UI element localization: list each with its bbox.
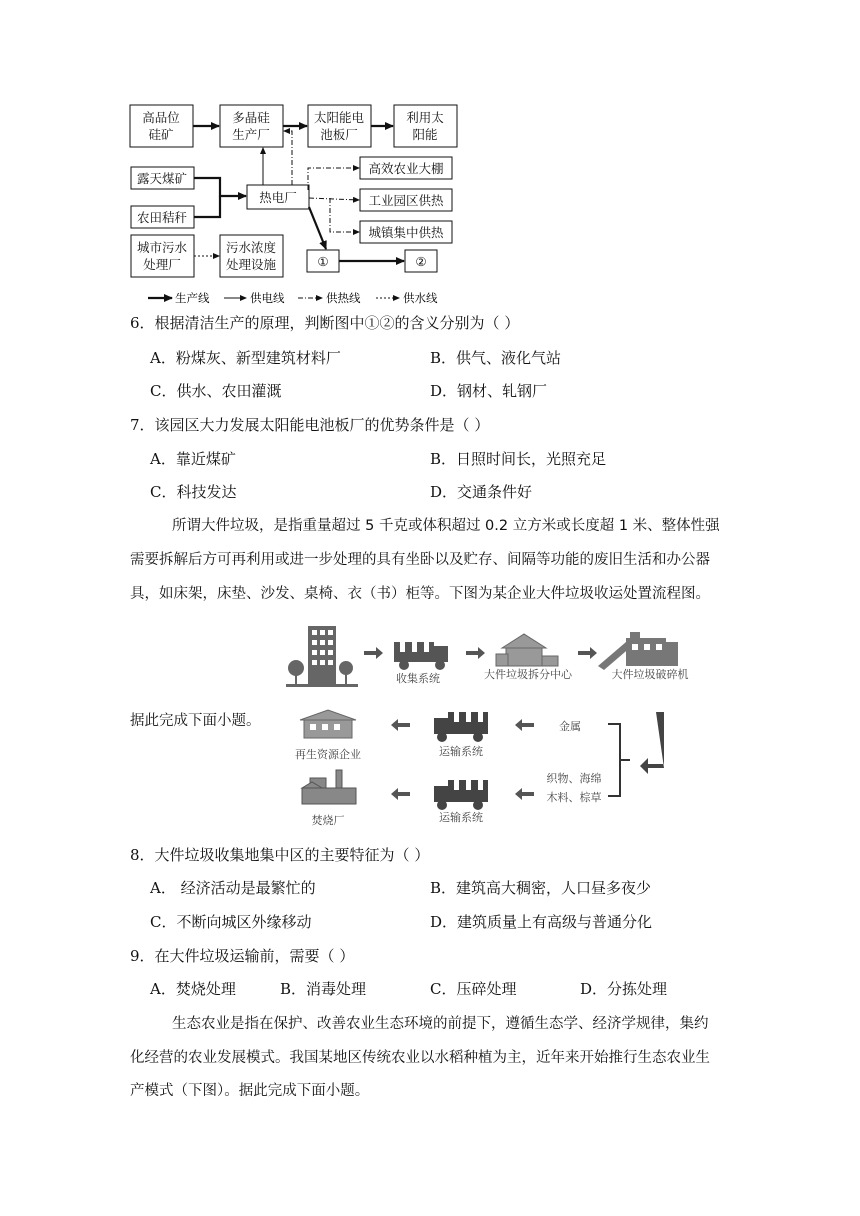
question-8-option-b[interactable]: B．建筑高大稠密，人口昼多夜少: [430, 879, 652, 897]
label-crusher: 大件垃圾破碎机: [611, 668, 689, 681]
label-fabric-sponge: 织物、海绵: [546, 772, 602, 785]
passage-1-line-1: 所谓大件垃圾，是指重量超过 5 千克或体积超过 0.2 立方米或长度超 1 米、整体性强: [172, 518, 720, 534]
legend-production: 生产线: [175, 291, 210, 305]
question-8-stem: 8．大件垃圾收集地集中区的主要特征为（ ）: [130, 846, 430, 864]
box-unknown-2: ②: [415, 254, 427, 269]
recycle-enterprise-icon: [300, 710, 356, 738]
incinerator-icon: [302, 770, 356, 804]
box-silicon-mine-l2: 硅矿: [148, 127, 174, 142]
box-coal-mine: 露天煤矿: [136, 171, 188, 186]
passage-2-line-3: 产模式（下图）。据此完成下面小题。: [130, 1083, 370, 1099]
legend-water: 供水线: [403, 291, 438, 305]
question-6-option-b[interactable]: B．供气、液化气站: [430, 349, 562, 367]
box-greenhouse: 高效农业大棚: [368, 161, 444, 176]
question-9-option-d[interactable]: D．分拣处理: [580, 980, 668, 998]
box-sewage-facility-l2: 处理设施: [225, 257, 277, 272]
label-wood-palm: 木料、棕草: [546, 791, 602, 804]
question-7-stem: 7．该园区大力发展太阳能电池板厂的优势条件是（ ）: [130, 416, 490, 434]
collection-truck-icon: [394, 642, 448, 670]
box-straw: 农田秸秆: [136, 210, 188, 225]
label-incinerator: 焚烧厂: [311, 814, 345, 827]
label-dismantle-center: 大件垃圾拆分中心: [484, 668, 572, 681]
legend-heating: 供热线: [326, 291, 361, 305]
crusher-machine-icon: [598, 632, 678, 670]
transport-truck-icon-1: [434, 712, 488, 742]
box-solar-panel-l2: 池板厂: [320, 127, 358, 142]
label-transport-2: 运输系统: [439, 811, 483, 824]
question-9-stem: 9．在大件垃圾运输前，需要（ ）: [130, 947, 355, 965]
box-solar-panel-l1: 太阳能电: [313, 110, 365, 125]
question-9-option-c[interactable]: C．压碎处理: [430, 980, 517, 998]
box-silicon-mine-l1: 高品位: [142, 110, 180, 125]
question-8-option-c[interactable]: C．不断向城区外缘移动: [150, 913, 312, 931]
question-8-option-a[interactable]: A． 经济活动是最繁忙的: [150, 879, 316, 897]
passage-1-line-4: 据此完成下面小题。: [130, 713, 261, 729]
question-7-option-a[interactable]: A．靠近煤矿: [150, 450, 236, 468]
box-unknown-1: ①: [317, 254, 329, 269]
box-sewage-facility-l1: 污水浓度: [225, 240, 277, 255]
box-industrial-heat: 工业园区供热: [368, 193, 444, 208]
diagram-legend: [148, 291, 438, 305]
box-polysilicon-l2: 生产厂: [232, 127, 270, 142]
question-6-option-a[interactable]: A．粉煤灰、新型建筑材料厂: [150, 349, 341, 367]
passage-1-line-3: 具，如床架，床垫、沙发、桌椅、衣（书）柜等。下图为某企业大件垃圾收运处置流程图。: [130, 586, 710, 602]
residential-building-icon: [286, 626, 358, 687]
box-use-solar-l2: 阳能: [412, 127, 438, 142]
industrial-park-flow-diagram: [120, 95, 465, 310]
passage-1-line-2: 需要拆解后方可再利用或进一步处理的具有坐卧以及贮存、间隔等功能的废旧生活和办公器: [130, 552, 710, 568]
bulky-waste-flow-diagram: [280, 620, 700, 830]
question-8-option-d[interactable]: D．建筑质量上有高级与普通分化: [430, 913, 653, 931]
label-metal: 金属: [559, 720, 581, 733]
question-9-option-b[interactable]: B．消毒处理: [280, 980, 367, 998]
question-7-option-d[interactable]: D．交通条件好: [430, 483, 533, 501]
box-use-solar-l1: 利用太: [406, 110, 444, 125]
passage-2-line-1: 生态农业是指在保护、改善农业生态环境的前提下，遵循生态学、经济学规律，集约: [172, 1016, 709, 1032]
legend-power: 供电线: [250, 291, 285, 305]
box-polysilicon-l1: 多晶硅: [232, 110, 270, 125]
box-sewage-plant-l1: 城市污水: [136, 240, 188, 255]
question-6-option-c[interactable]: C．供水、农田灌溉: [150, 382, 282, 400]
question-6-stem: 6．根据清洁生产的原理，判断图中①②的含义分别为（ ）: [130, 314, 520, 332]
question-9-option-a[interactable]: A．焚烧处理: [150, 980, 236, 998]
question-6-option-d[interactable]: D．钢材、轧钢厂: [430, 382, 548, 400]
passage-2-line-2: 化经营的农业发展模式。我国某地区传统农业以水稻种植为主，近年来开始推行生态农业生: [130, 1050, 710, 1066]
label-collection: 收集系统: [396, 672, 440, 685]
box-town-heat: 城镇集中供热: [368, 225, 444, 240]
label-transport-1: 运输系统: [439, 745, 483, 758]
dismantle-center-icon: [496, 634, 558, 666]
box-power-plant: 热电厂: [259, 190, 297, 205]
question-7-option-c[interactable]: C．科技发达: [150, 483, 237, 501]
box-sewage-plant-l2: 处理厂: [143, 257, 181, 272]
label-recycle-enterprise: 再生资源企业: [295, 748, 361, 761]
transport-truck-icon-2: [434, 780, 488, 810]
question-7-option-b[interactable]: B．日照时间长，光照充足: [430, 450, 607, 468]
